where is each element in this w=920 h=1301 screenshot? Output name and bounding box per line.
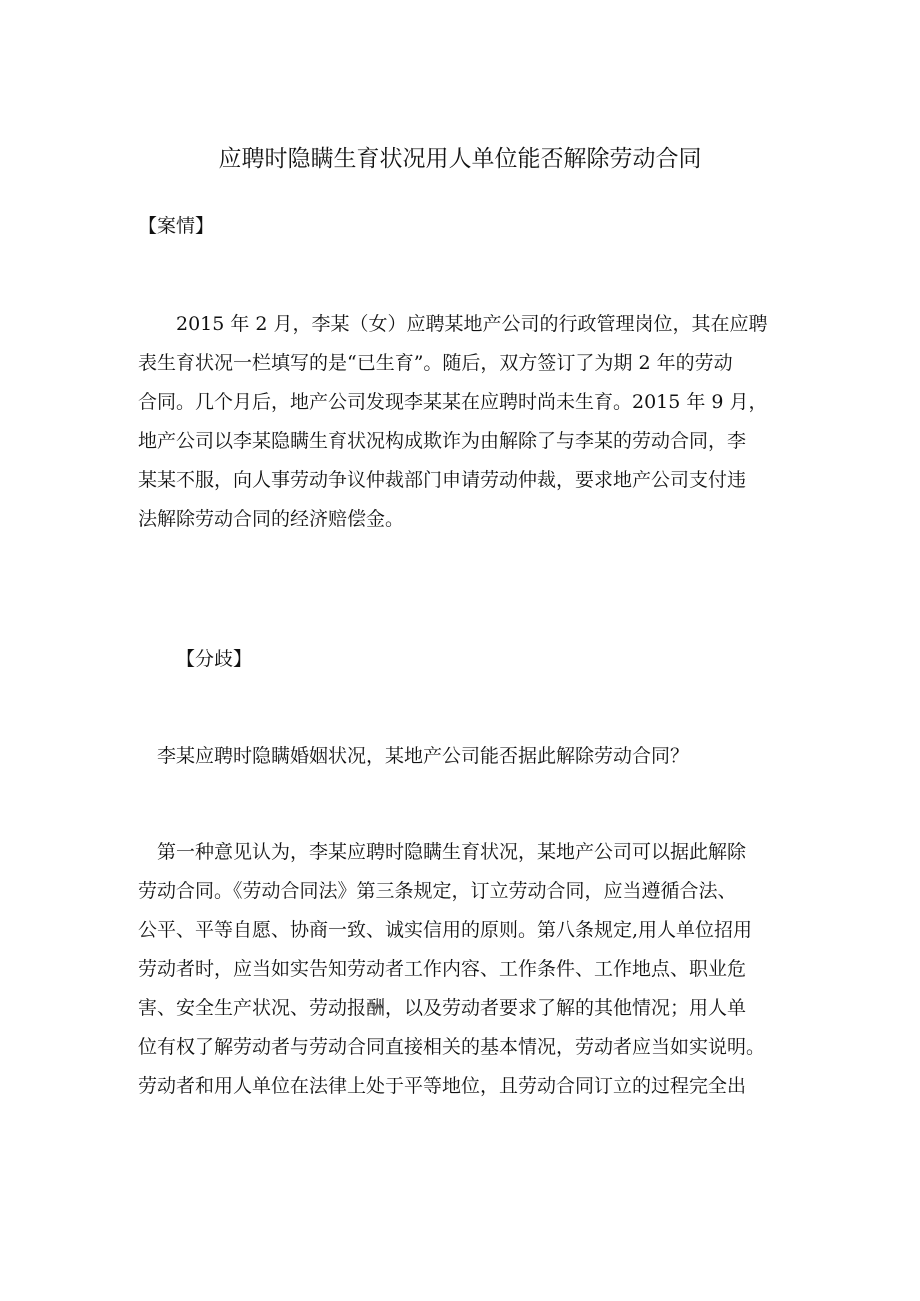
opinion-line: 劳动合同。《劳动合同法》第三条规定，订立劳动合同，应当遵循合法、 (138, 880, 737, 902)
question-text: 李某应聘时隐瞒婚姻状况，某地产公司能否据此解除劳动合同？ (157, 745, 690, 767)
opinion-line: 劳动者和用人单位在法律上处于平等地位，且劳动合同订立的过程完全出 (138, 1075, 747, 1097)
opinion-paragraph (138, 833, 798, 1106)
opinion-line: 位有权了解劳动者与劳动合同直接相关的基本情况，劳动者应当如实说明。 (138, 1036, 766, 1058)
opinion-line: 公平、平等自愿、协商一致、诚实信用的原则。第八条规定,用人单位招用 (138, 919, 753, 941)
case-paragraph (138, 305, 798, 539)
case-line: 某某不服，向人事劳动争议仲裁部门申请劳动仲裁，要求地产公司支付违 (138, 469, 747, 491)
case-line: 法解除劳动合同的经济赔偿金。 (138, 508, 405, 530)
document-title: 应聘时隐瞒生育状况用人单位能否解除劳动合同 (218, 146, 702, 172)
case-heading: 【案情】 (138, 215, 215, 237)
opinion-line: 劳动者时，应当如实告知劳动者工作内容、工作条件、工作地点、职业危 (138, 958, 747, 980)
case-line: 合同。几个月后，地产公司发现李某某在应聘时尚未生育。2015 年 9 月， (138, 391, 768, 413)
dispute-heading: 【分歧】 (176, 648, 253, 670)
case-line: 表生育状况一栏填写的是“已生育”。随后，双方签订了为期 2 年的劳动 (138, 352, 733, 374)
opinion-line: 第一种意见认为，李某应聘时隐瞒生育状况，某地产公司可以据此解除 (157, 841, 747, 863)
case-line: 2015 年 2 月，李某（女）应聘某地产公司的行政管理岗位，其在应聘 (138, 313, 768, 335)
opinion-line: 害、安全生产状况、劳动报酬，以及劳动者要求了解的其他情况；用人单 (138, 997, 747, 1019)
case-line: 地产公司以李某隐瞒生育状况构成欺诈为由解除了与李某的劳动合同，李 (138, 430, 747, 452)
